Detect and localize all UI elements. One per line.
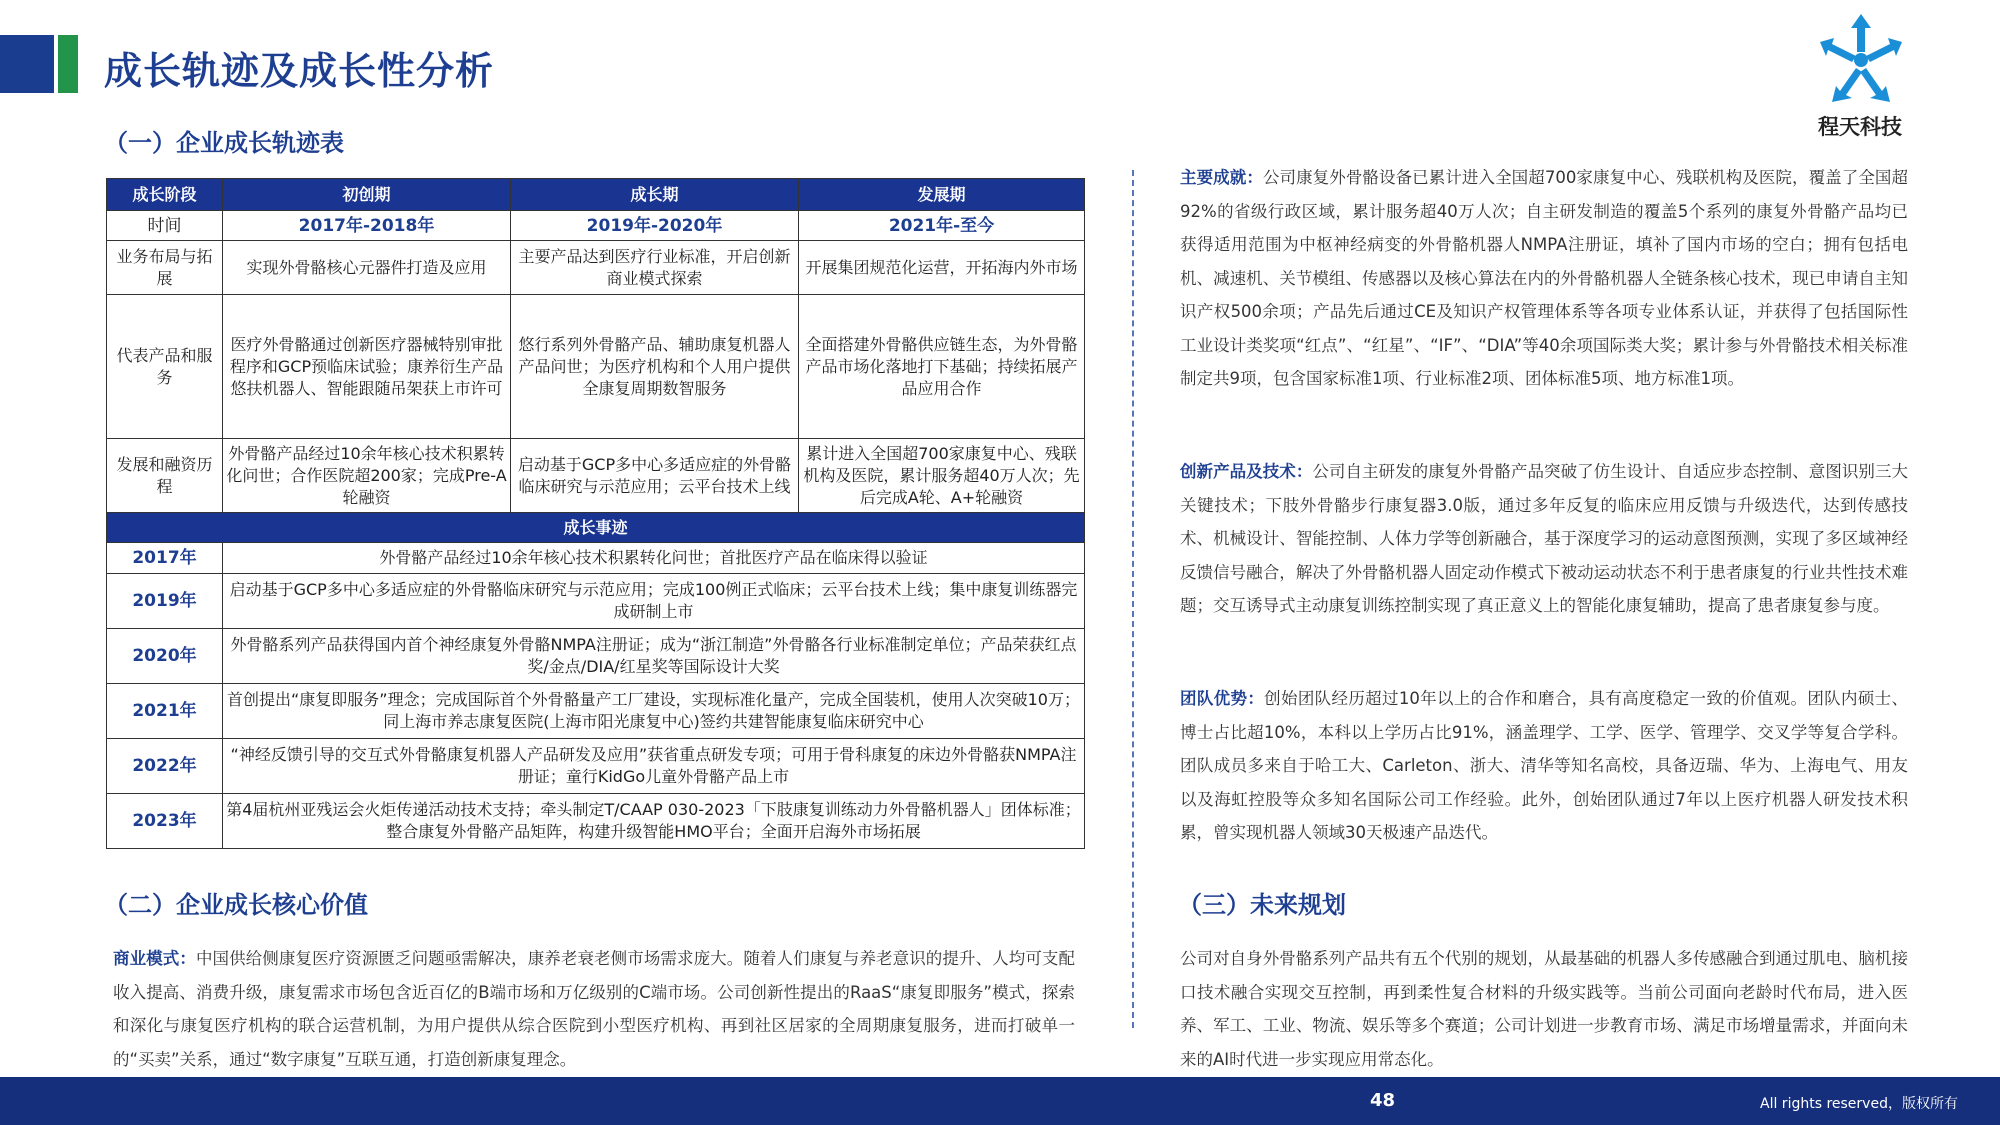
event-text: 外骨骼产品经过10余年核心技术积累转化问世；首批医疗产品在临床得以验证 xyxy=(223,543,1085,574)
event-year: 2023年 xyxy=(107,794,223,849)
event-row xyxy=(107,739,1085,794)
events-heading: 成长事迹 xyxy=(107,513,1085,543)
table-row xyxy=(107,241,1085,295)
innovation-text: 公司自主研发的康复外骨骼产品突破了仿生设计、自适应步态控制、意图识别三大关键技术；下肢外骨骼步行康复器3.0版，通过多年反复的临床应用反馈与升级迭代，达到传感技术、机械设计、智能控制、人体力学等创新融合，基于深度学习的运动意图预测，实现了多区域神经反馈信号融合，解决了外骨骼机器人固定动作模式下被动运动状态不利于患者康复的行业共性技术难题；交互诱导式主动康复训练控制实现了真正意义上的智能化康复辅助，提高了患者康复参与度。 xyxy=(1180,462,1909,615)
event-year: 2019年 xyxy=(107,574,223,629)
table-cell: 启动基于GCP多中心多适应症的外骨骼临床研究与示范应用；云平台技术上线 xyxy=(511,439,799,513)
business-model-label: 商业模式： xyxy=(113,949,196,968)
event-row xyxy=(107,684,1085,739)
table-cell: 累计进入全国超700家康复中心、残联机构及医院，累计服务超40万人次；先后完成A轮、A+轮融资 xyxy=(799,439,1085,513)
team-text: 创始团队经历超过10年以上的合作和磨合，具有高度稳定一致的价值观。团队内硕士、博士占比超10%，本科以上学历占比91%，涵盖理学、工学、医学、管理学、交叉学等复合学科。团队成员多来自于哈工大、Carleton、浙大、清华等知名高校，具备迈瑞、华为、上海电气、用友以及海虹控股等众多知名国际公司工作经验。此外，创始团队通过7年以上医疗机器人研发技术积累，曾实现机器人领域30天极速产品迭代。 xyxy=(1180,689,1909,842)
section1-heading: （一）企业成长轨迹表 xyxy=(104,129,344,157)
innovation-paragraph xyxy=(1180,455,1908,623)
achievements-paragraph xyxy=(1180,161,1908,396)
company-logo xyxy=(1810,12,1910,137)
star-logo-icon xyxy=(1818,12,1904,104)
period-cell: 2019年-2020年 xyxy=(511,211,799,241)
business-model-text: 中国供给侧康复医疗资源匮乏问题亟需解决，康养老衰老侧市场需求庞大。随着人们康复与养老意识的提升、人均可支配收入提高、消费升级，康复需求市场包含近百亿的B端市场和万亿级别的C端市场。公司创新性提出的RaaS“康复即服务”模式，探索和深化与康复医疗机构的联合运营机制，为用户提供从综合医院到小型医疗机构、再到社区居家的全周期康复服务，进而打破单一的“买卖”关系，通过“数字康复”互联互通，打造创新康复理念。 xyxy=(113,949,1076,1069)
innovation-label: 创新产品及技术： xyxy=(1180,462,1313,481)
period-cell: 2017年-2018年 xyxy=(223,211,511,241)
business-model-paragraph xyxy=(113,942,1075,1076)
event-year: 2022年 xyxy=(107,739,223,794)
plan-paragraph: 公司对自身外骨骼系列产品共有五个代别的规划，从最基础的机器人多传感融合到通过肌电、脑机接口技术融合实现交互控制，再到柔性复合材料的升级实践等。当前公司面向老龄时代布局，进入医养、军工、工业、物流、娱乐等多个赛道；公司计划进一步教育市场、满足市场增量需求，并面向未来的AI时代进一步实现应用常态化。 xyxy=(1180,949,1908,1069)
event-text: 首创提出“康复即服务”理念；完成国际首个外骨骼量产工厂建设，实现标准化量产，完成全国装机，使用人次突破10万；同上海市养志康复医院(上海市阳光康复中心)签约共建智能康复临床研究中心 xyxy=(223,684,1085,739)
row-label: 发展和融资历程 xyxy=(107,439,223,513)
table-cell: 外骨骼产品经过10余年核心技术积累转化问世；合作医院超200家；完成Pre-A轮融资 xyxy=(223,439,511,513)
table-cell: 主要产品达到医疗行业标准，开启创新商业模式探索 xyxy=(511,241,799,295)
table-row xyxy=(107,439,1085,513)
table-header-cell: 成长阶段 xyxy=(107,179,223,211)
event-year: 2021年 xyxy=(107,684,223,739)
table-cell: 悠行系列外骨骼产品、辅助康复机器人产品问世；为医疗机构和个人用户提供全康复周期数智服务 xyxy=(511,295,799,439)
logo-name: 程天科技 xyxy=(1818,115,1902,139)
table-cell: 开展集团规范化运营，开拓海内外市场 xyxy=(799,241,1085,295)
event-row xyxy=(107,574,1085,629)
event-row xyxy=(107,543,1085,574)
event-year: 2020年 xyxy=(107,629,223,684)
event-year: 2017年 xyxy=(107,543,223,574)
event-text: “神经反馈引导的交互式外骨骼康复机器人产品研发及应用”获省重点研发专项；可用于骨科康复的床边外骨骼获NMPA注册证；童行KidGo儿童外骨骼产品上市 xyxy=(223,739,1085,794)
row-label: 时间 xyxy=(107,211,223,241)
table-cell: 医疗外骨骼通过创新医疗器械特别审批程序和GCP预临床试验；康养衍生产品悠扶机器人、智能跟随吊架获上市许可 xyxy=(223,295,511,439)
table-header-cell: 发展期 xyxy=(799,179,1085,211)
event-text: 外骨骼系列产品获得国内首个神经康复外骨骼NMPA注册证；成为“浙江制造”外骨骼各行业标准制定单位；产品荣获红点奖/金点/DIA/红星奖等国际设计大奖 xyxy=(223,629,1085,684)
page-title: 成长轨迹及成长性分析 xyxy=(104,49,495,93)
growth-trajectory-table xyxy=(106,178,1085,849)
row-label: 代表产品和服务 xyxy=(107,295,223,439)
table-row xyxy=(107,295,1085,439)
period-row xyxy=(107,211,1085,241)
event-text: 第4届杭州亚残运会火炬传递活动技术支持；牵头制定T/CAAP 030-2023「下肢康复训练动力外骨骼机器人」团体标准；整合康复外骨骼产品矩阵，构建升级智能HMO平台；全面开启海外市场拓展 xyxy=(223,794,1085,849)
team-label: 团队优势： xyxy=(1180,689,1265,708)
header-accent-green xyxy=(58,35,78,93)
row-label: 业务布局与拓展 xyxy=(107,241,223,295)
table-cell: 实现外骨骼核心元器件打造及应用 xyxy=(223,241,511,295)
event-text: 启动基于GCP多中心多适应症的外骨骼临床研究与示范应用；完成100例正式临床；云平台技术上线；集中康复训练器完成研制上市 xyxy=(223,574,1085,629)
table-header-cell: 成长期 xyxy=(511,179,799,211)
period-cell: 2021年-至今 xyxy=(799,211,1085,241)
event-row xyxy=(107,629,1085,684)
table-header-row xyxy=(107,179,1085,211)
page-number: 48 xyxy=(1370,1090,1396,1111)
events-header-row xyxy=(107,513,1085,543)
section2-heading: （二）企业成长核心价值 xyxy=(104,891,368,919)
achievements-label: 主要成就： xyxy=(1180,168,1263,187)
table-header-cell: 初创期 xyxy=(223,179,511,211)
table-cell: 全面搭建外骨骼供应链生态，为外骨骼产品市场化落地打下基础；持续拓展产品应用合作 xyxy=(799,295,1085,439)
team-paragraph xyxy=(1180,682,1908,850)
copyright-notice: All rights reserved，版权所有 xyxy=(1760,1096,1958,1112)
achievements-text: 公司康复外骨骼设备已累计进入全国超700家康复中心、残联机构及医院，覆盖了全国超92%的省级行政区域，累计服务超40万人次；自主研发制造的覆盖5个系列的康复外骨骼产品均已获得适用范围为中枢神经病变的外骨骼机器人NMPA注册证，填补了国内市场的空白；拥有包括电机、减速机、关节模组、传感器以及核心算法在内的外骨骼机器人全链条核心技术，现已申请自主知识产权500余项；产品先后通过CE及知识产权管理体系等各项专业体系认证，并获得了包括国际性工业设计类奖项“红点”、“红星”、“IF”、“DIA”等40余项国际类大奖；累计参与外骨骼技术相关标准制定共9项，包含国家标准1项、行业标准2项、团体标准5项、地方标准1项。 xyxy=(1180,168,1908,388)
section3-heading: （三）未来规划 xyxy=(1178,891,1346,919)
footer-bar xyxy=(0,1077,2000,1125)
event-row xyxy=(107,794,1085,849)
header-accent-blue xyxy=(0,35,54,93)
column-divider xyxy=(1132,170,1134,1028)
